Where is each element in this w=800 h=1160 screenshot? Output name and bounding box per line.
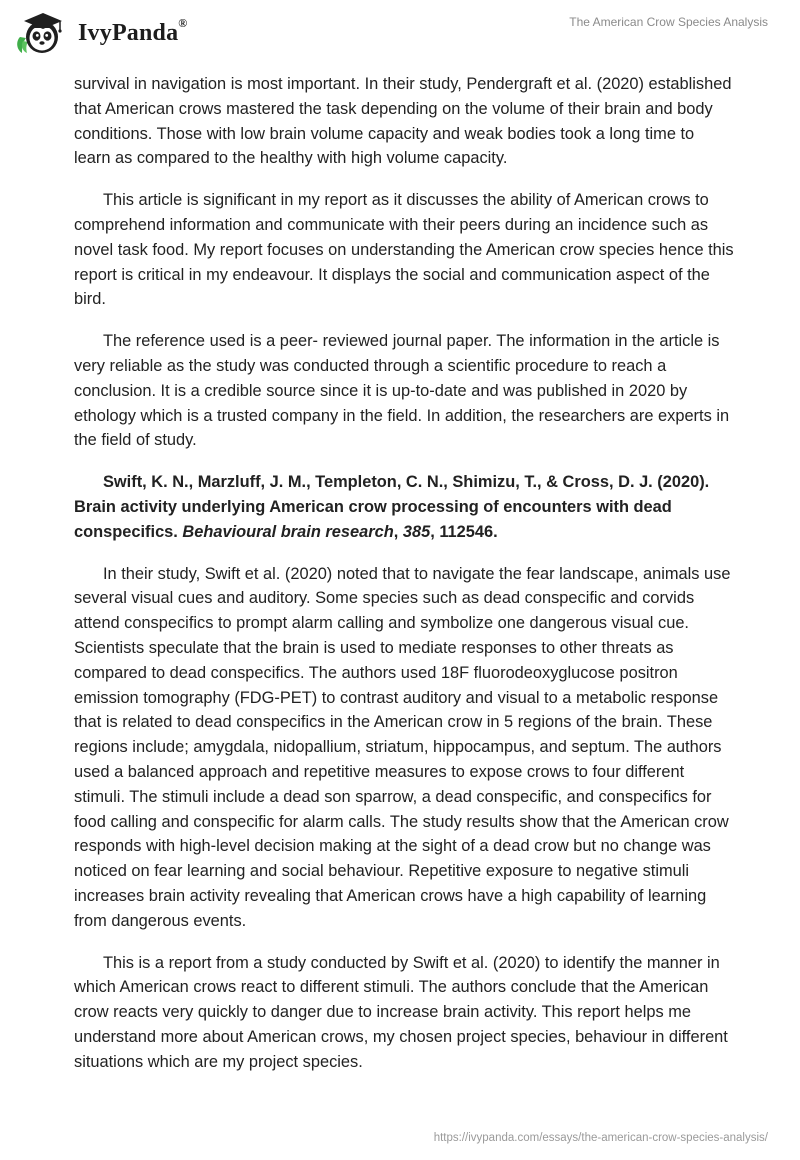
reference-article-number: 112546.: [439, 522, 498, 541]
brand-text: IvyPanda: [78, 20, 179, 46]
source-url[interactable]: https://ivypanda.com/essays/the-american-crow-species-analysis/: [433, 1132, 768, 1144]
paragraph-4: In their study, Swift et al. (2020) noted that to navigate the fear landscape, animals use several visual cues and auditory. Some species such as dead conspecific and corvids attend conspecifics to prompt alarm calling and symbolize one dangerous visual cue. Scientists speculate that the brain is used to mediate responses to other threats as compared to dead conspecifics. The authors used 18F fluorodeoxyglucose positron emission tomography (FDG-PET) to contrast auditory and visual to a metabolic response that is related to dead conspecifics in the American crow in 5 regions of the brain. These regions include; amygdala, nidopallium, striatum, hippocampus, and septum. The authors used a balanced approach and repetitive measures to expose crows to four different stimuli. The stimuli include a dead son sparrow, a dead conspecific, and conspecifics for food calling and conspecific for alarm calls. The study results show that the American crow responds with high-level decision making at the sight of a dead crow but no change was noticed on fear learning and social behaviour. Repetitive exposure to negative stimuli increases brain activity revealing that American crows have a high capability of learning from dangerous events.: [74, 564, 731, 930]
reference-citation: [74, 470, 734, 544]
reference-authors-title: Swift, K. N., Marzluff, J. M., Templeton, C. N., Shimizu, T., & Cross, D. J. (2020). Brain activity underlying American crow processing of encounters with dead conspecifics.: [74, 473, 710, 541]
panda-graduate-icon[interactable]: [14, 7, 72, 57]
registered-mark: ®: [178, 16, 188, 30]
page-header: [0, 0, 800, 70]
paragraph-3: The reference used is a peer- reviewed journal paper. The information in the article is very reliable as the study was conducted through a scientific procedure to reach a conclusion. It is a credible source since it is up-to-date and was published in 2020 by ethology which is a trusted company in the field. In addition, the researchers are experts in the field of study.: [74, 332, 730, 450]
reference-separator-2: ,: [430, 522, 440, 541]
paragraph-1: survival in navigation is most important. In their study, Pendergraft et al. (2020) established that American crows mastered the task depending on the volume of their brain and body conditions. Those with low brain volume capacity and weak bodies took a long time to learn as compared to the healthy with high volume capacity.: [74, 75, 732, 168]
paragraph-5: This is a report from a study conducted by Swift et al. (2020) to identify the manner in which American crows react to different stimuli. The authors conclude that the American crow reacts very quickly to danger due to increase brain activity. This report helps me understand more about American crows, my chosen project species, behaviour in different situations which are my project species.: [74, 953, 728, 1071]
brand-name[interactable]: [78, 16, 188, 47]
essay-body: [74, 72, 734, 1091]
paragraph-2: This article is significant in my report as it discusses the ability of American crows to comprehend information and communicate with their peers during an incidence such as novel task food. My report focuses on understanding the American crow species hence this report is critical in my endeavour. It displays the social and communication aspect of the bird.: [74, 191, 734, 309]
reference-separator-1: ,: [393, 522, 403, 541]
reference-volume: 385: [402, 522, 431, 541]
reference-journal: Behavioural brain research: [182, 522, 394, 541]
document-title: The American Crow Species Analysis: [569, 15, 768, 29]
